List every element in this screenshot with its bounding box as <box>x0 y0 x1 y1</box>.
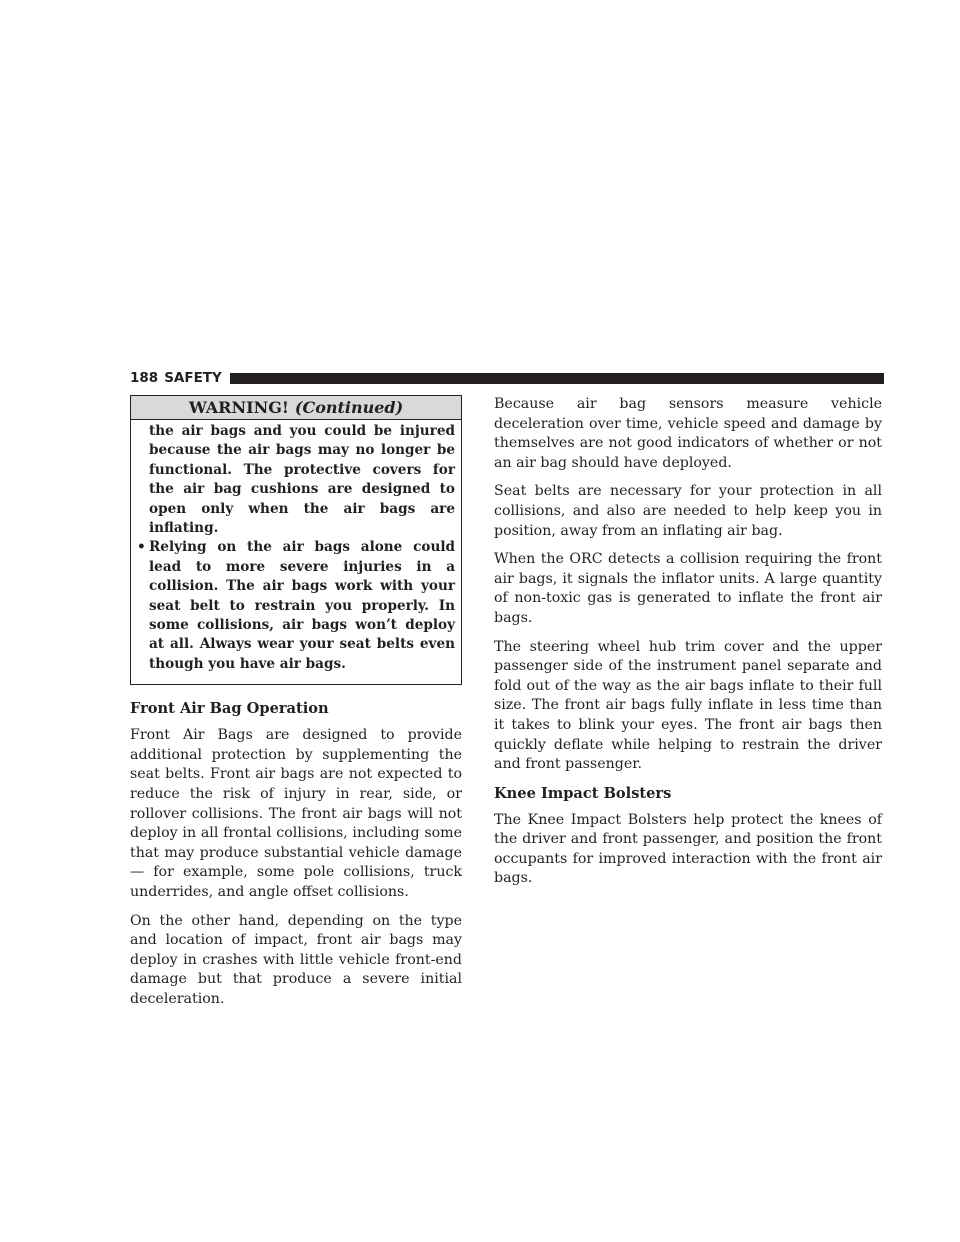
warning-header <box>131 396 461 420</box>
page-header <box>130 370 884 386</box>
left-column <box>130 395 462 1019</box>
paragraph: When the ORC detects a collision requiring the front air bags, it signals the inflator units. A large quantity of non-toxic gas is generated to inflate the front air bags. <box>494 551 882 626</box>
warning-bullet <box>137 538 455 674</box>
paragraph: The Knee Impact Bolsters help protect the knees of the driver and front passenger, and position the front occupants for improved interaction with the front air bags. <box>494 811 882 887</box>
warning-body <box>131 420 461 684</box>
section-title: SAFETY <box>164 370 222 386</box>
paragraph: On the other hand, depending on the type and location of impact, front air bags may deploy in crashes with little vehicle front-end damage but that produce a severe initial deceleration. <box>130 912 462 1007</box>
section-heading-knee-bolsters: Knee Impact Bolsters <box>494 784 672 802</box>
bullet-icon: • <box>137 539 146 556</box>
right-column <box>494 395 882 898</box>
warning-bullet-text: Relying on the air bags alone could lead to more severe injuries in a collision. The air bags work with your seat belt to restrain you properly. In some collisions, air bags won’t deploy at all. Always wear your seat belts even though you have air bags. <box>149 539 455 672</box>
section-heading-front-air-bag: Front Air Bag Operation <box>130 700 329 718</box>
header-rule <box>230 373 884 384</box>
warning-title: WARNING! <box>188 398 289 417</box>
paragraph: The steering wheel hub trim cover and the upper passenger side of the instrument panel separate and fold out of the way as the air bags inflate to their full size. The front air bags fully inflate in less time than it takes to blink your eyes. The front air bags then quickly deflate while helping to restrain the driver and front passenger. <box>494 638 882 773</box>
warning-lead-text: the air bags and you could be injured because the air bags may no longer be functional. The protective covers for the air bag cushions are designed to open only when the air bags are inflating. <box>149 423 455 537</box>
paragraph: Front Air Bags are designed to provide additional protection by supplementing the seat belts. Front air bags are not expected to reduce the risk of injury in rear, side, or rollover collisions. The front air bags will not deploy in all frontal collisions, including some that may produce substantial vehicle damage — for example, some pole collisions, truck underrides, and angle offset collisions. <box>130 727 462 901</box>
page-number: 188 <box>130 370 159 386</box>
paragraph: Seat belts are necessary for your protection in all collisions, and also are needed to help keep you in position, away from an inflating air bag. <box>494 483 882 539</box>
warning-continued: (Continued) <box>294 398 404 417</box>
warning-box <box>130 395 462 685</box>
paragraph: Because air bag sensors measure vehicle deceleration over time, vehicle speed and damage by themselves are not good indicators of whether or not an air bag should have deployed. <box>494 396 882 471</box>
